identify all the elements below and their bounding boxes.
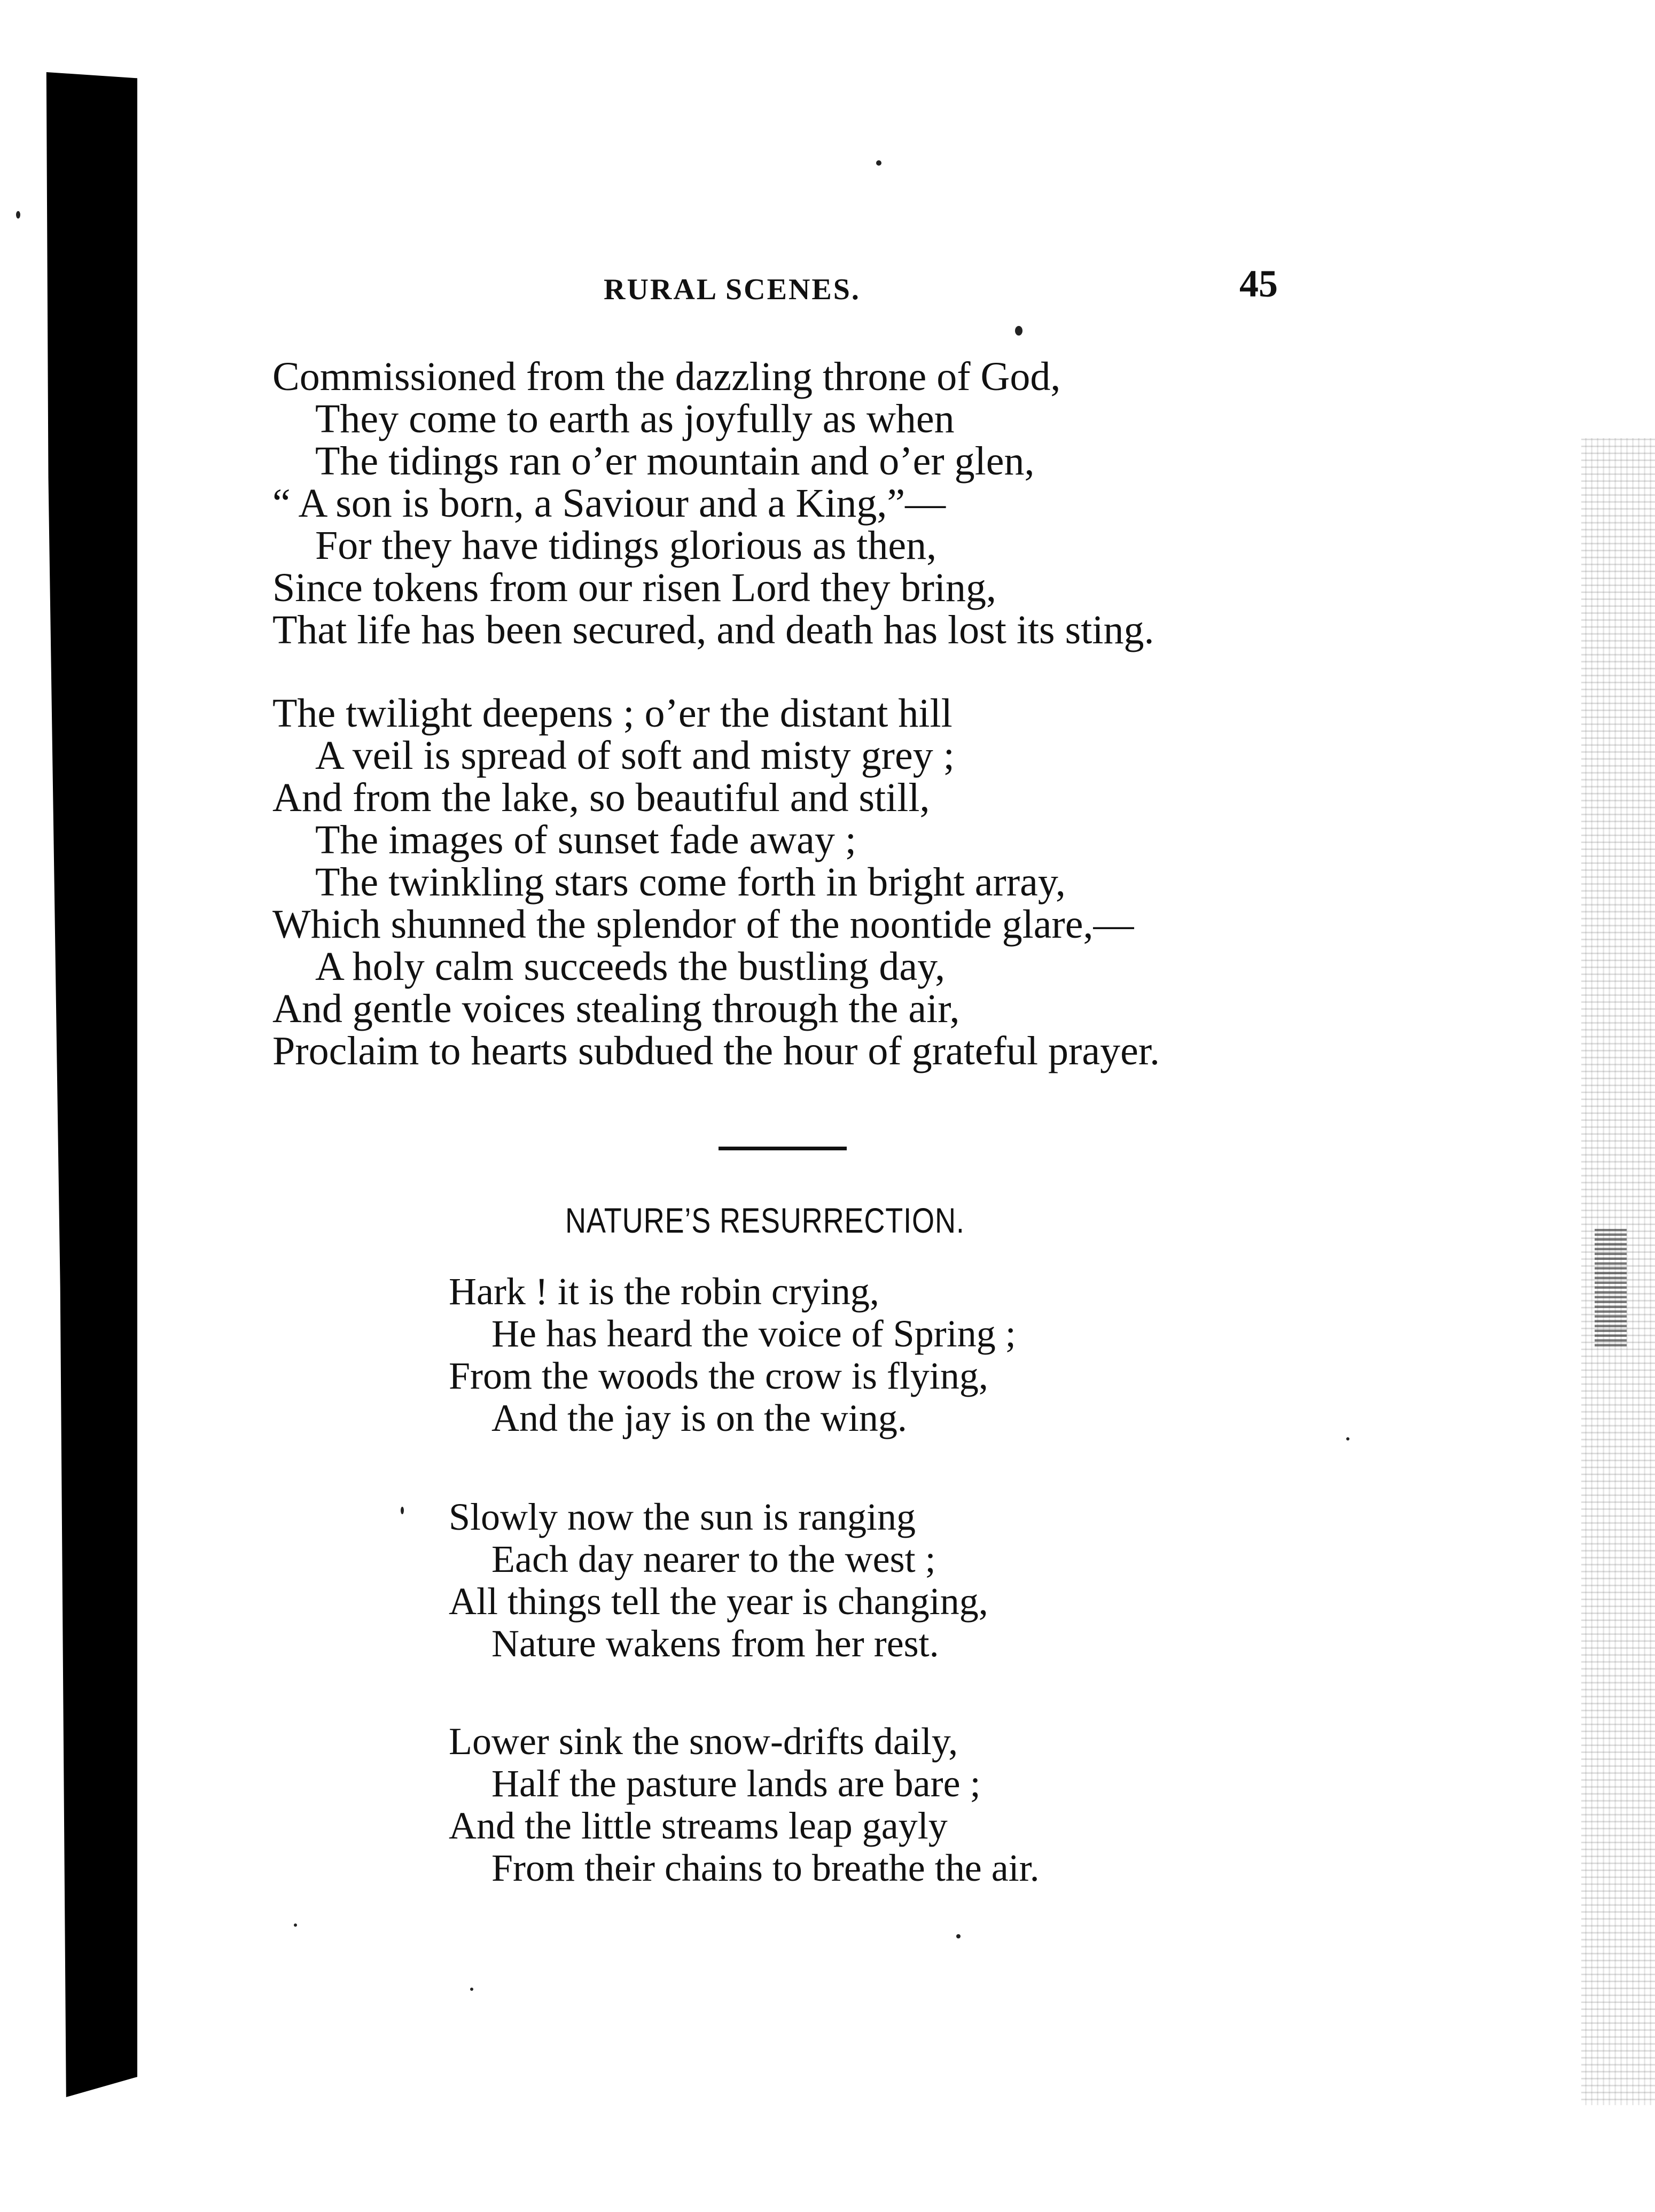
verse-line: Nature wakens from her rest. bbox=[491, 1622, 939, 1665]
verse-line: They come to earth as joyfully as when bbox=[315, 396, 955, 441]
verse-line: The twilight deepens ; o’er the distant hill bbox=[272, 691, 953, 736]
verse-line: Proclaim to hearts subdued the hour of grateful prayer. bbox=[272, 1029, 1160, 1073]
verse-line: A holy calm succeeds the bustling day, bbox=[315, 944, 946, 989]
verse-line: The images of sunset fade away ; bbox=[315, 817, 856, 862]
stanza-continued-1 bbox=[272, 356, 1154, 651]
book-binding-edge bbox=[38, 72, 137, 2097]
stanza-1 bbox=[449, 1271, 1016, 1439]
stanza-3 bbox=[449, 1720, 1040, 1889]
verse-line: And gentle voices stealing through the air, bbox=[272, 986, 960, 1031]
dust-speck bbox=[1015, 326, 1022, 336]
verse-line: A veil is spread of soft and misty grey ; bbox=[315, 733, 955, 778]
verse-line: Lower sink the snow-drifts daily, bbox=[449, 1720, 958, 1763]
verse-line: Since tokens from our risen Lord they bring, bbox=[272, 565, 997, 610]
dust-speck bbox=[16, 211, 20, 219]
verse-line: That life has been secured, and death has lost its sting. bbox=[272, 607, 1154, 652]
verse-line: Hark ! it is the robin crying, bbox=[449, 1270, 879, 1313]
section-divider bbox=[719, 1147, 847, 1150]
stanza-2 bbox=[449, 1496, 988, 1665]
verse-line: “ A son is born, a Saviour and a King,”— bbox=[272, 481, 946, 526]
dust-speck bbox=[470, 1988, 473, 1991]
verse-line: And the little streams leap gayly bbox=[449, 1804, 948, 1847]
verse-line: All things tell the year is changing, bbox=[449, 1580, 988, 1623]
verse-line: And from the lake, so beautiful and still, bbox=[272, 775, 930, 820]
verse-line: Slowly now the sun is ranging bbox=[449, 1496, 916, 1538]
verse-line: Commissioned from the dazzling throne of God, bbox=[272, 354, 1061, 399]
dust-speck bbox=[294, 1923, 297, 1927]
verse-line: From the woods the crow is flying, bbox=[449, 1354, 988, 1397]
verse-line: Half the pasture lands are bare ; bbox=[491, 1762, 981, 1805]
dust-speck bbox=[401, 1507, 404, 1514]
poem-title: NATURE’S RESURRECTION. bbox=[565, 1201, 965, 1240]
verse-line: He has heard the voice of Spring ; bbox=[491, 1312, 1016, 1355]
stanza-continued-2 bbox=[272, 692, 1160, 1072]
running-head: RURAL SCENES. bbox=[604, 273, 861, 306]
verse-line: The tidings ran o’er mountain and o’er glen, bbox=[315, 439, 1035, 484]
dust-speck bbox=[1346, 1437, 1349, 1440]
verse-line: Each day nearer to the west ; bbox=[491, 1538, 936, 1580]
page-number: 45 bbox=[1239, 262, 1278, 305]
verse-line: Which shunned the splendor of the noontide glare,— bbox=[272, 902, 1134, 947]
verse-line: The twinkling stars come forth in bright array, bbox=[315, 860, 1066, 905]
dust-speck bbox=[956, 1934, 961, 1938]
verse-line: From their chains to breathe the air. bbox=[491, 1847, 1040, 1889]
verse-line: For they have tidings glorious as then, bbox=[315, 523, 937, 568]
bleed-through-dark-patch bbox=[1595, 1229, 1627, 1346]
dust-speck bbox=[876, 160, 881, 166]
verse-line: And the jay is on the wing. bbox=[491, 1397, 907, 1439]
